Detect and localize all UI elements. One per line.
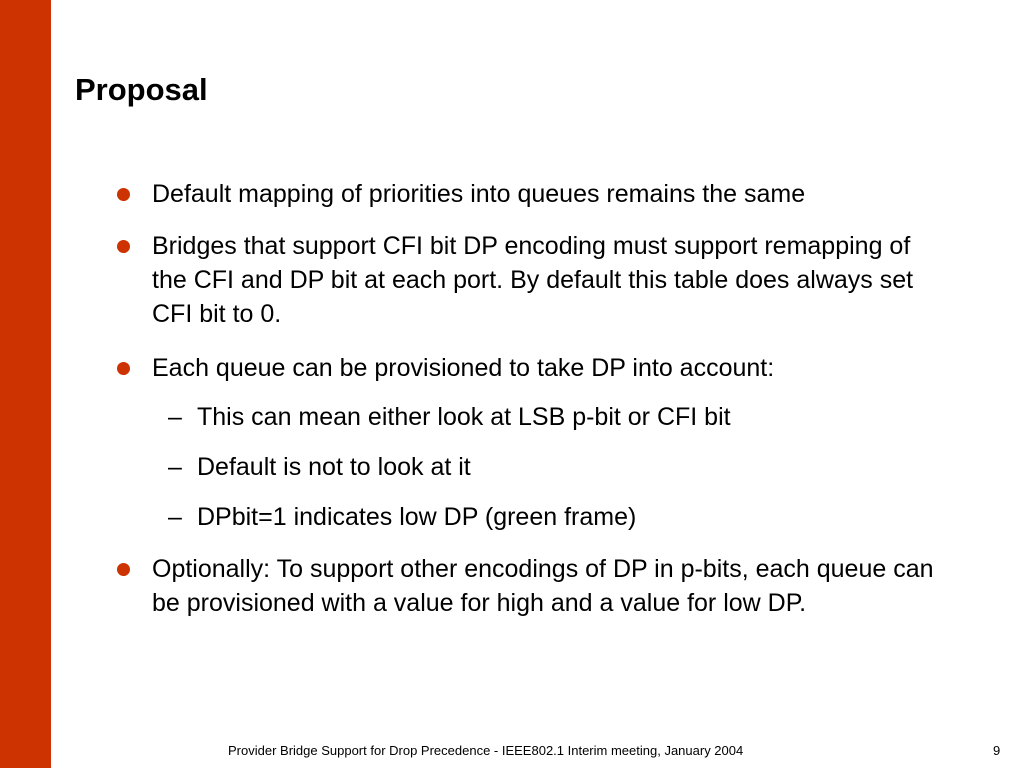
- sub-bullet-item: [197, 500, 957, 534]
- slide-footer: [0, 741, 1024, 761]
- bullet-text: Each queue can be provisioned to take DP into account:: [152, 354, 775, 382]
- bullet-dot: [117, 362, 130, 375]
- bullet-item: [152, 177, 942, 211]
- sub-bullet-marker: –: [168, 453, 182, 481]
- sub-bullet-item: [197, 450, 957, 484]
- bullet-text: Default mapping of priorities into queues remains the same: [152, 180, 806, 208]
- sub-bullet-marker: –: [168, 403, 182, 431]
- bullet-text: Bridges that support CFI bit DP encoding must support remapping of the CFI and DP bit at each port. By default this table does always set CFI bit to 0.: [152, 232, 914, 328]
- sub-bullet-marker: –: [168, 503, 182, 531]
- bullet-item: [152, 552, 952, 620]
- bullet-item: [152, 229, 927, 331]
- sub-bullet-text: This can mean either look at LSB p-bit or CFI bit: [197, 403, 731, 431]
- sub-bullet-text: Default is not to look at it: [197, 453, 471, 481]
- slide-title: Proposal: [75, 72, 208, 107]
- bullet-text: Optionally: To support other encodings of DP in p-bits, each queue can be provisioned with a value for high and a value for low DP.: [152, 555, 934, 617]
- bullet-dot: [117, 188, 130, 201]
- page-number: 9: [993, 743, 1001, 758]
- sub-bullet-item: [197, 400, 957, 434]
- bullet-dot: [117, 240, 130, 253]
- sub-bullet-text: DPbit=1 indicates low DP (green frame): [197, 503, 637, 531]
- bullet-item: [152, 351, 942, 385]
- footer-text: Provider Bridge Support for Drop Precedence - IEEE802.1 Interim meeting, January 2004: [228, 743, 744, 758]
- bullet-dot: [117, 563, 130, 576]
